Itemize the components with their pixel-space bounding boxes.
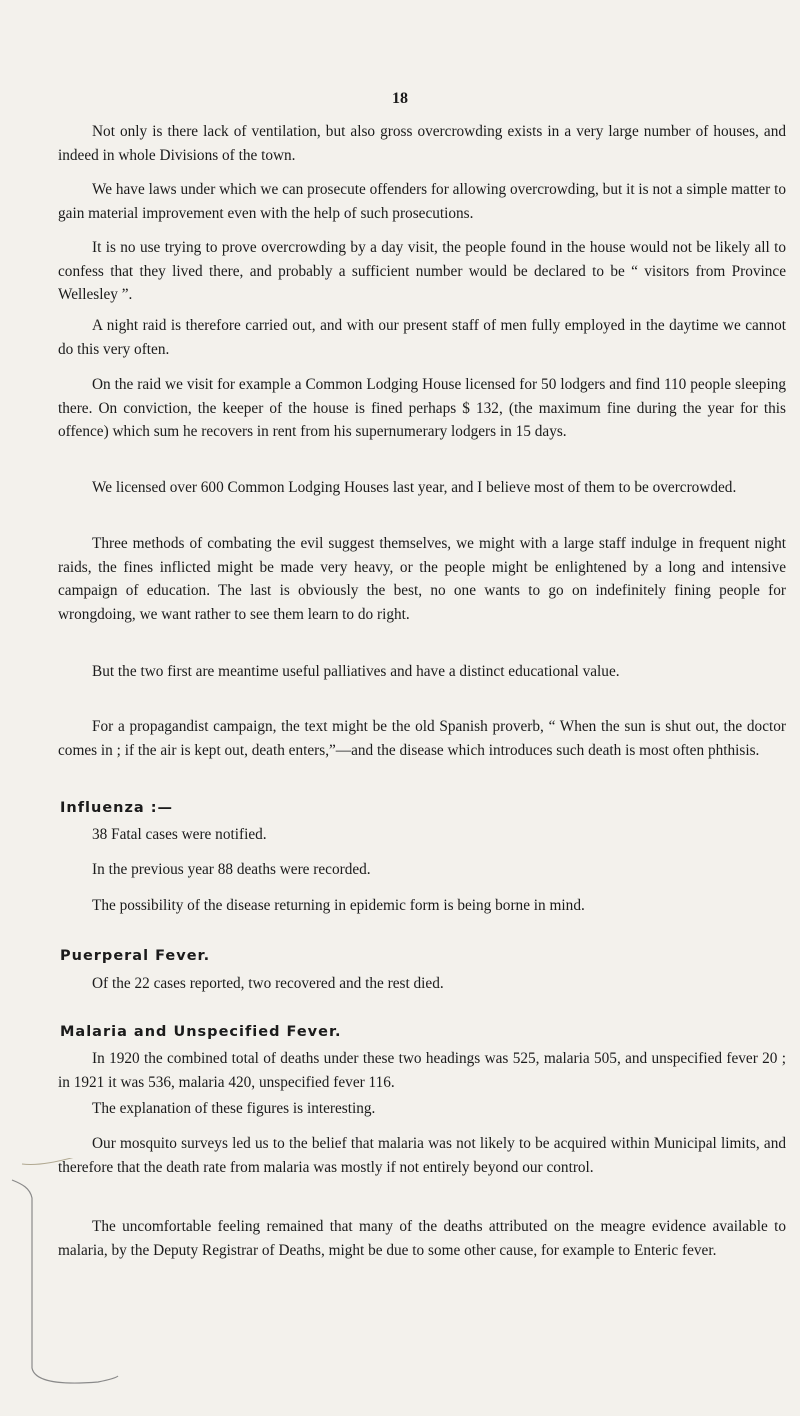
heading-puerperal-fever: Puerperal Fever.: [60, 948, 211, 964]
heading-influenza: Influenza :—: [60, 800, 174, 816]
paragraph-overcrowding: Not only is there lack of ventilation, but also gross overcrowding exists in a very large number of houses, and indeed in whole Divisions of the town.: [58, 123, 786, 164]
paragraph-laws: We have laws under which we can prosecute offenders for allowing overcrowding, but it is not a simple matter to gain material improvement even with the help of such prosecutions.: [58, 181, 786, 222]
page-number: 18: [392, 90, 408, 107]
paragraph-palliatives: But the two first are meantime useful palliatives and have a distinct educational value.: [92, 663, 620, 680]
paragraph-mosquito-surveys: Our mosquito surveys led us to the belief that malaria was not likely to be acquired within Municipal limits, and therefore that the death rate from malaria was mostly if not entirely beyond our control.: [58, 1135, 786, 1176]
paragraph-malaria-figures: In 1920 the combined total of deaths under these two headings was 525, malaria 505, and unspecified fever 20 ; in 1921 it was 536, malaria 420, unspecified fever 116.: [58, 1050, 786, 1091]
puerperal-line-1: Of the 22 cases reported, two recovered and the rest died.: [92, 975, 444, 992]
influenza-line-3: The possibility of the disease returning in epidemic form is being borne in mind.: [92, 897, 585, 914]
influenza-line-2: In the previous year 88 deaths were recorded.: [92, 861, 371, 878]
paragraph-night-raid: A night raid is therefore carried out, and with our present staff of men fully employed in the daytime we cannot do this very often.: [58, 317, 786, 358]
paragraph-licensed: We licensed over 600 Common Lodging Houses last year, and I believe most of them to be overcrowded.: [92, 479, 737, 496]
margin-pencil-mark: [8, 1158, 128, 1388]
influenza-line-1: 38 Fatal cases were notified.: [92, 826, 267, 843]
paragraph-lodging-house: On the raid we visit for example a Common Lodging House licensed for 50 lodgers and find 110 people sleeping there. On conviction, the keeper of the house is fined perhaps $ 132, (the maximum fine during the year for this offence) which sum he recovers in rent from his supernumerary lodgers in 15 days.: [58, 376, 786, 440]
paragraph-malaria-explanation: The explanation of these figures is interesting.: [92, 1100, 376, 1117]
paragraph-uncomfortable-feeling: The uncomfortable feeling remained that many of the deaths attributed on the meagre evidence available to malaria, by the Deputy Registrar of Deaths, might be due to some other cause, for example to Enteric fever.: [58, 1218, 786, 1259]
paragraph-proverb: For a propagandist campaign, the text might be the old Spanish proverb, “ When the sun is shut out, the doctor comes in ; if the air is kept out, death enters,”—and the disease which introduces such death is most often phthisis.: [58, 718, 786, 759]
heading-malaria: Malaria and Unspecified Fever.: [60, 1024, 342, 1040]
paragraph-day-visit: It is no use trying to prove overcrowding by a day visit, the people found in the house would not be likely all to confess that they lived there, and probably a sufficient number would be declared to be “ visitors from Province Wellesley ”.: [58, 239, 786, 303]
paragraph-three-methods: Three methods of combating the evil suggest themselves, we might with a large staff indulge in frequent night raids, the fines inflicted might be made very heavy, or the people might be enlightened by a long and intensive campaign of education. The last is obviously the best, no one wants to go on indefinitely fining people for wrongdoing, we want rather to see them learn to do right.: [58, 535, 786, 623]
